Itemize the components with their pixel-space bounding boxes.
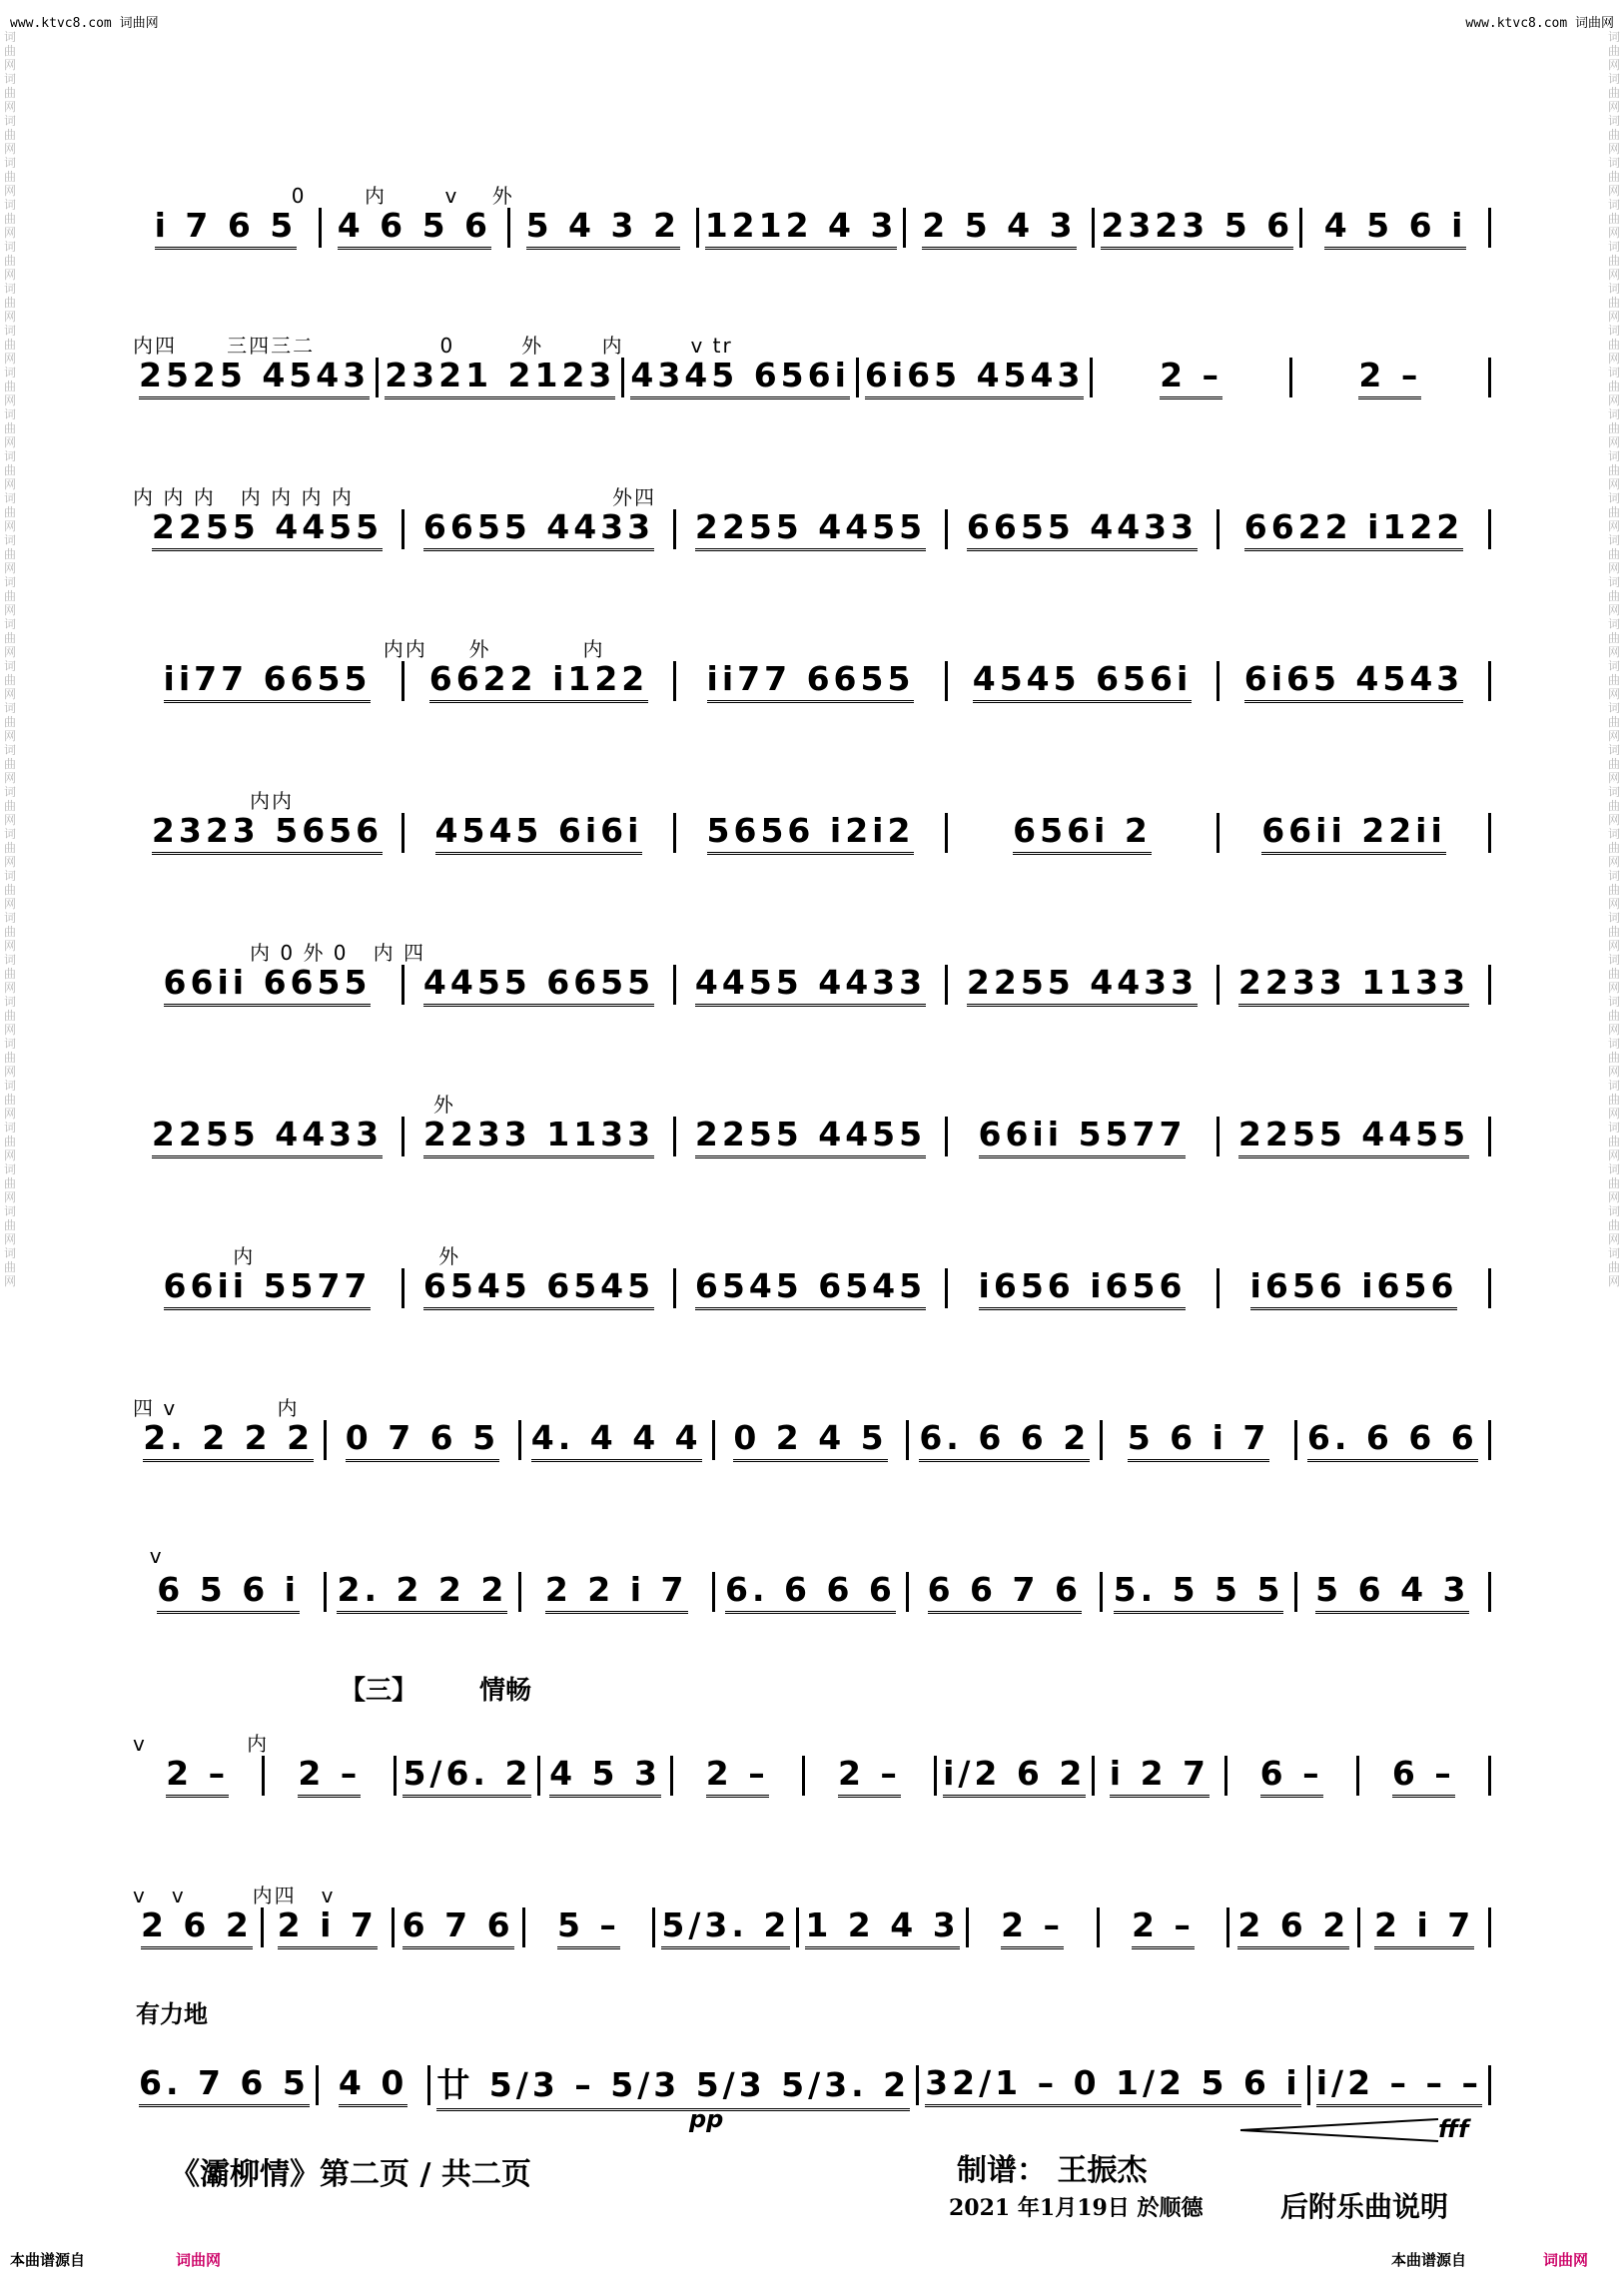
measure: [715, 1572, 909, 1612]
bottom-left-source: 本曲谱源自: [10, 2251, 86, 2269]
score-row: [133, 481, 1491, 551]
measure-notes: i 7 6 5: [155, 206, 298, 250]
measure: [1297, 1420, 1491, 1460]
measure-notes: 2 6 2: [141, 1905, 253, 1949]
measure-notes: 5/3. 2: [661, 1905, 790, 1949]
fingering-annotations: 内内 外 内: [133, 637, 605, 661]
measure-notes: 5/6. 2: [403, 1754, 531, 1798]
measure-notes: 4 6 5 6: [338, 206, 491, 250]
measure-notes: 6622 i122: [1244, 507, 1464, 551]
measure-notes: i 2 7: [1110, 1754, 1210, 1798]
measure: [133, 813, 405, 853]
measure-notes: 6. 7 6 5: [139, 2063, 310, 2107]
measure-notes: 6 7 6: [403, 1905, 514, 1949]
measure-line: [133, 509, 1491, 549]
measure-notes: 6 5 6 i: [157, 1570, 300, 1614]
measure: [676, 661, 948, 701]
footer-note: 后附乐曲说明: [1280, 2190, 1449, 2223]
footer-date: 2021 年1月19日 於顺德: [949, 2195, 1204, 2221]
bottom-left-brand[interactable]: 词曲网: [176, 2251, 222, 2269]
measure: [265, 1756, 397, 1796]
measure-notes: 2 –: [166, 1754, 229, 1798]
fingering-annotations: ⅴ ⅴ 内四 ⅴ: [133, 1884, 336, 1907]
measure-line: [133, 661, 1491, 701]
measure: [948, 813, 1219, 853]
measure-notes: 5. 5 5 5: [1114, 1570, 1284, 1614]
score-row: [133, 1544, 1491, 1614]
measure-notes: 2. 2 2 2: [143, 1418, 314, 1462]
measure: [397, 1756, 540, 1796]
measure: [521, 1572, 715, 1612]
measure: [395, 1907, 525, 1947]
measure-notes: i/2 – – –: [1316, 2063, 1482, 2107]
measure-notes: 66ii 6655: [164, 963, 372, 1007]
measure-notes: 2 –: [1160, 356, 1222, 399]
measure-notes: 32/1 – 0 1/2 5 6 i: [925, 2063, 1301, 2107]
score-row: [133, 330, 1491, 399]
score-row: [133, 633, 1491, 703]
measure: [1103, 1572, 1296, 1612]
measure-notes: 66ii 22ii: [1261, 811, 1446, 855]
measure-notes: 1212 4 3: [705, 206, 898, 250]
measure-notes: 2 i 7: [1374, 1905, 1474, 1949]
measure-line: [133, 1420, 1491, 1460]
score-row: [133, 937, 1491, 1007]
measure-notes: i656 i656: [1250, 1266, 1458, 1310]
measure-notes: 2 –: [1132, 1905, 1195, 1949]
measure: [909, 1572, 1103, 1612]
measure: [1100, 1907, 1230, 1947]
measure-notes: 6545 6545: [695, 1266, 926, 1310]
measure-notes: 2323 5656: [152, 811, 383, 855]
measure-notes: 6i65 4543: [1244, 659, 1464, 703]
measure: [909, 1420, 1103, 1460]
measure: [948, 1268, 1219, 1308]
score-row: [133, 1880, 1491, 1949]
measure: [676, 509, 948, 549]
measure-notes: 6. 6 6 6: [1307, 1418, 1478, 1462]
fingering-annotations: ⅴ 内: [133, 1732, 270, 1756]
measure: [133, 1756, 265, 1796]
measure-notes: 2 6 2: [1237, 1905, 1349, 1949]
measure: [379, 358, 624, 397]
measure-notes: 4455 6655: [423, 963, 654, 1007]
measure: [133, 965, 405, 1005]
measure: [1095, 1756, 1226, 1796]
measure-notes: 6655 4433: [967, 507, 1198, 551]
measure-notes: 4455 4433: [695, 963, 926, 1007]
measure: [676, 813, 948, 853]
measure-notes: 2321 2123: [385, 356, 615, 399]
measure-notes: 6i65 4543: [865, 356, 1085, 399]
measure: [133, 1907, 264, 1947]
score-row: [133, 1728, 1491, 1798]
measure: [1360, 1907, 1491, 1947]
measure-line: [133, 1756, 1491, 1796]
measure-notes: 6 –: [1260, 1754, 1323, 1798]
measure-line: [133, 208, 1491, 248]
measure-notes: 6545 6545: [423, 1266, 654, 1310]
measure-notes: 66ii 5577: [979, 1115, 1187, 1158]
measure: [1229, 1907, 1360, 1947]
measure: [919, 2065, 1310, 2105]
measure-line: [133, 1572, 1491, 1612]
measure: [540, 1756, 672, 1796]
measure: [430, 2065, 919, 2105]
footer-title: 《灞柳情》第二页 / 共二页: [170, 2157, 531, 2192]
score-row: [133, 1392, 1491, 1462]
measure: [525, 1907, 656, 1947]
measure: [405, 1268, 676, 1308]
measure-notes: 2 5 4 3: [922, 206, 1076, 250]
fingering-annotations: 内 0 外 0 内 四: [133, 941, 425, 965]
measure: [319, 2065, 430, 2105]
measure-notes: 0 2 4 5: [733, 1418, 887, 1462]
measure: [859, 358, 1094, 397]
measure: [676, 1268, 948, 1308]
fingering-annotations: 内内: [133, 789, 295, 813]
measure-line: [133, 1268, 1491, 1308]
measure-notes: i/2 6 2: [943, 1754, 1086, 1798]
measure-notes: 0 7 6 5: [346, 1418, 499, 1462]
measure-notes: 4545 6i6i: [435, 811, 643, 855]
measure-line: [133, 1117, 1491, 1156]
measure-notes: 2 2 i 7: [545, 1570, 688, 1614]
bottom-right-brand[interactable]: 词曲网: [1543, 2251, 1589, 2269]
measure-notes: 4 0: [339, 2063, 407, 2107]
fingering-annotations: 四 ⅴ 内: [133, 1396, 300, 1420]
measure-notes: 2525 4543: [139, 356, 370, 399]
measure: [1292, 358, 1491, 397]
measure: [655, 1907, 799, 1947]
measure-notes: 2233 1133: [1238, 963, 1469, 1007]
fingering-annotations: 外: [133, 1093, 455, 1117]
measure: [948, 509, 1219, 549]
measure-notes: 656i 2: [1013, 811, 1152, 855]
measure-notes: ii77 6655: [707, 659, 915, 703]
score-row: [133, 2037, 1491, 2107]
measure: [405, 661, 676, 701]
fingering-annotations: 内 外: [133, 1244, 461, 1268]
measure-notes: 2 –: [838, 1754, 901, 1798]
measure-notes: 2255 4455: [1238, 1115, 1469, 1158]
measure: [1310, 2065, 1491, 2105]
measure: [1219, 661, 1491, 701]
crescendo-hairpin: [1238, 2115, 1468, 2145]
dynamic-pp: pp: [689, 2105, 724, 2133]
section-label: 【三】: [340, 1676, 418, 1706]
measure-notes: 66ii 5577: [164, 1266, 372, 1310]
measure-notes: 2233 1133: [423, 1115, 654, 1158]
measure-notes: 1 2 4 3: [805, 1905, 959, 1949]
measure: [699, 208, 907, 248]
measure-line: [133, 358, 1491, 397]
measure-notes: 4345 656i: [630, 356, 850, 399]
measure-notes: 4 5 3: [549, 1754, 661, 1798]
measure-notes: 5656 i2i2: [707, 811, 915, 855]
measure-notes: 5 6 4 3: [1315, 1570, 1469, 1614]
measure-notes: 2 –: [1358, 356, 1421, 399]
measure-line: [133, 965, 1491, 1005]
measure: [133, 208, 322, 248]
measure: [133, 509, 405, 549]
measure: [948, 661, 1219, 701]
measure: [1219, 509, 1491, 549]
measure: [264, 1907, 395, 1947]
measure: [676, 965, 948, 1005]
measure: [1219, 813, 1491, 853]
score-row: [133, 785, 1491, 855]
measure-notes: 4. 4 4 4: [531, 1418, 702, 1462]
expression-label: 有力地: [136, 2000, 208, 2028]
measure-notes: 廿 5/3 – 5/3 5/3 5/3. 2: [436, 2059, 910, 2111]
measure: [133, 358, 379, 397]
measure: [1227, 1756, 1359, 1796]
measure-notes: 2323 5 6: [1101, 206, 1293, 250]
measure: [805, 1756, 937, 1796]
measure-notes: 4 5 6 i: [1324, 206, 1467, 250]
measure: [1103, 1420, 1296, 1460]
measure-notes: 5 6 i 7: [1128, 1418, 1270, 1462]
measure: [715, 1420, 909, 1460]
measure-notes: 2255 4455: [695, 1115, 926, 1158]
measure: [1302, 208, 1491, 248]
fingering-annotations: 0 内 ⅴ 外: [291, 184, 514, 208]
measure: [1219, 965, 1491, 1005]
measure: [133, 1420, 327, 1460]
header-left: www.ktvc8.com 词曲网: [10, 16, 159, 31]
measure-notes: 6. 6 6 2: [919, 1418, 1090, 1462]
measure-notes: 6. 6 6 6: [725, 1570, 896, 1614]
measure: [327, 1420, 520, 1460]
measure-notes: i656 i656: [979, 1266, 1187, 1310]
footer-arranger: 制谱： 王振杰: [957, 2153, 1148, 2188]
measure: [969, 1907, 1100, 1947]
measure: [405, 509, 676, 549]
measure-notes: 2255 4433: [152, 1115, 383, 1158]
measure: [133, 1117, 405, 1156]
score-row: [133, 180, 1491, 250]
measure: [948, 965, 1219, 1005]
measure: [906, 208, 1095, 248]
measure-notes: 6622 i122: [429, 659, 649, 703]
measure-notes: 2. 2 2 2: [337, 1570, 507, 1614]
watermark-left: 词曲网词曲网词曲网词曲网词曲网词曲网词曲网词曲网词曲网词曲网词曲网词曲网词曲网词曲网词曲网词曲网词曲网词曲网词曲网词曲网词曲网词曲网词曲网词曲网词曲网词曲网词曲网词曲网词曲网词曲网: [3, 30, 16, 1288]
fingering-annotations: 内 内 内 内 内 内 内 外四: [133, 485, 656, 509]
measure: [327, 1572, 520, 1612]
measure-notes: 5 –: [557, 1905, 620, 1949]
fingering-annotations: 内四 三四三二 0 外 内 ⅴ tr: [133, 334, 733, 358]
measure: [405, 1117, 676, 1156]
measure-notes: 2 –: [298, 1754, 361, 1798]
measure-line: [133, 1907, 1491, 1947]
measure: [1093, 358, 1291, 397]
measure: [133, 661, 405, 701]
measure: [937, 1756, 1095, 1796]
score-row: [133, 1240, 1491, 1310]
dynamic-fff: fff: [1438, 2115, 1469, 2143]
fingering-annotations: ⅴ: [133, 1544, 164, 1568]
measure: [799, 1907, 968, 1947]
section-mood: 情畅: [479, 1676, 532, 1706]
measure: [405, 965, 676, 1005]
watermark-right: 词曲网词曲网词曲网词曲网词曲网词曲网词曲网词曲网词曲网词曲网词曲网词曲网词曲网词曲网词曲网词曲网词曲网词曲网词曲网词曲网词曲网词曲网词曲网词曲网词曲网词曲网词曲网词曲网词曲网词曲网: [1607, 30, 1620, 1288]
measure-notes: 6655 4433: [423, 507, 654, 551]
measure: [133, 2065, 319, 2105]
measure: [673, 1756, 805, 1796]
measure: [1095, 208, 1302, 248]
measure: [322, 208, 510, 248]
measure-line: [133, 2065, 1491, 2105]
measure: [1219, 1117, 1491, 1156]
measure: [133, 1268, 405, 1308]
measure: [1359, 1756, 1491, 1796]
measure: [510, 208, 699, 248]
measure: [624, 358, 859, 397]
measure: [133, 1572, 327, 1612]
measure-notes: 2 –: [706, 1754, 769, 1798]
measure-notes: ii77 6655: [164, 659, 372, 703]
measure-notes: 2 i 7: [278, 1905, 378, 1949]
header-right: www.ktvc8.com 词曲网: [1465, 16, 1614, 31]
measure: [948, 1117, 1219, 1156]
measure-notes: 6 –: [1392, 1754, 1455, 1798]
measure-notes: 4545 656i: [973, 659, 1193, 703]
measure: [405, 813, 676, 853]
measure-notes: 2 –: [1001, 1905, 1064, 1949]
score-row: [133, 1089, 1491, 1158]
measure-notes: 2255 4455: [695, 507, 926, 551]
measure-notes: 2255 4433: [967, 963, 1198, 1007]
measure-notes: 6 6 7 6: [928, 1570, 1082, 1614]
measure-line: [133, 813, 1491, 853]
measure-notes: 5 4 3 2: [526, 206, 680, 250]
bottom-right-source: 本曲谱源自: [1391, 2251, 1467, 2269]
measure-notes: 2255 4455: [152, 507, 383, 551]
measure: [1219, 1268, 1491, 1308]
measure: [1297, 1572, 1491, 1612]
measure: [521, 1420, 715, 1460]
measure: [676, 1117, 948, 1156]
